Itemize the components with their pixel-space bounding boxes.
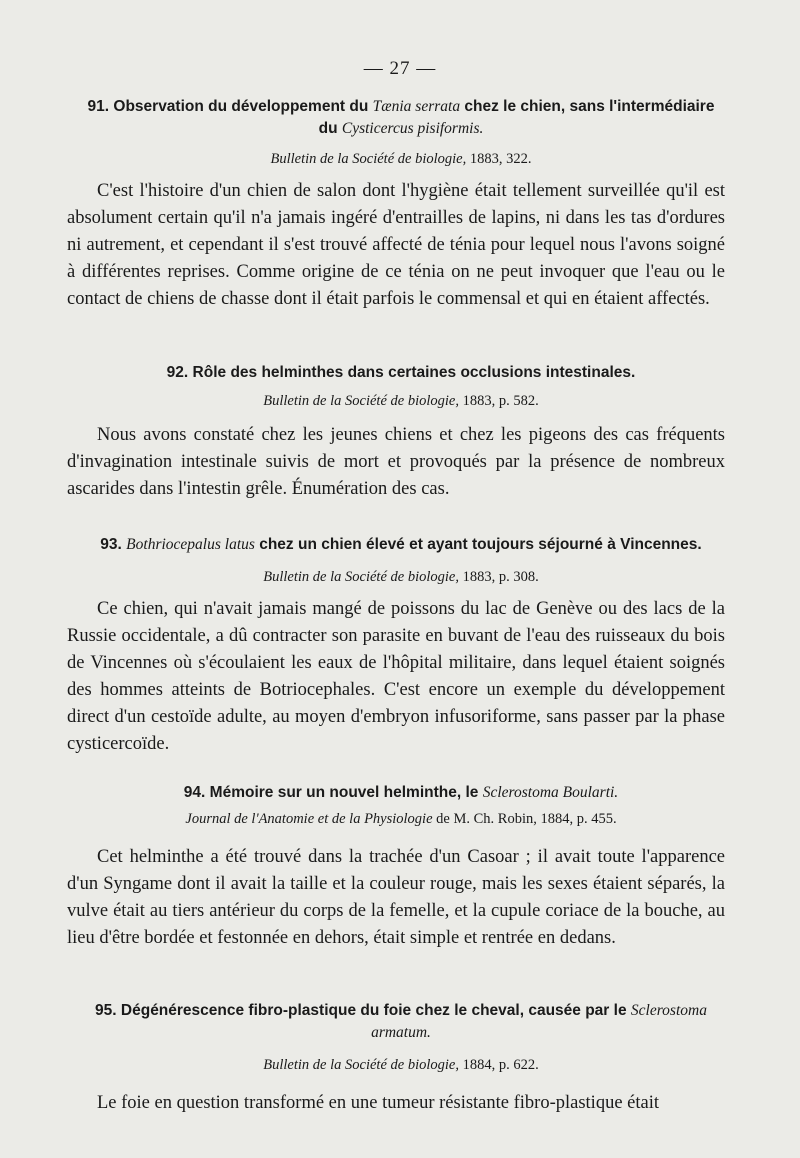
entry-title-cont: chez le chien, sans l'intermédiaire du — [318, 98, 715, 137]
entry-number: 92. — [166, 364, 189, 381]
entry-92-text — [67, 422, 725, 503]
entry-number: 91. — [87, 98, 110, 115]
entry-95-text — [67, 1090, 725, 1117]
entry-93-heading — [76, 534, 726, 556]
entry-92-citation — [76, 392, 726, 410]
entry-number: 95. — [95, 1002, 117, 1019]
citation-journal: Journal de l'Anatomie et de la Physiologie — [185, 811, 433, 827]
paragraph: C'est l'histoire d'un chien de salon dont l'hygiène était tellement surveillée qu'il est absolument certain qu'il n'a jamais ingéré d'entrailles de lapins, ni dans les tas d'ordures ni autrement, et cependant il s'est trouvé affecté de ténia pour lequel nous l'avons soigné à différentes reprises. Comme origine de ce ténia on ne peut invoquer que l'eau ou le contact de chiens de chasse dont il était parfois le commensal et qui en étaient affectés. — [67, 181, 725, 309]
paragraph: Le foie en question transformé en une tumeur résistante fibro-plastique était — [97, 1093, 660, 1113]
paragraph: Cet helminthe a été trouvé dans la trachée d'un Casoar ; il avait toute l'apparence d'un Syngame dont il avait la taille et la couleur rouge, mais les sexes étaient séparés, la vulve était au tiers antérieur du corps de la femelle, et la cupule coriace de la bouche, au lieu d'être bordée et festonnée en dehors, était simple et rentrée en dedans. — [67, 847, 725, 948]
entry-title: Dégénérescence fibro-plastique du foie chez le cheval, causée par le — [120, 1002, 627, 1019]
entry-92-heading — [76, 362, 726, 384]
entry-94-text — [67, 844, 725, 952]
entry-title-species: Sclerostoma Boularti. — [482, 784, 619, 801]
paragraph: Ce chien, qui n'avait jamais mangé de poissons du lac de Genève ou des lacs de la Russie occidentale, a dû contracter son parasite en buvant de l'eau des ruisseaux du bois de Vincennes où s'écoulaient les eaux de l'hôpital militaire, dans lequel étaient soignés des hommes atteints de Botriocephales. C'est encore un exemple du développement direct d'un cestoïde adulte, au moyen d'embryon infusoriforme, sans passer par la phase cysticercoïde. — [67, 599, 725, 754]
citation-journal: Bulletin de la Société de biologie, — [263, 1057, 459, 1073]
citation-ref: 1883, p. 308. — [462, 569, 539, 585]
entry-title-species: Sclerostoma armatum. — [371, 1002, 707, 1041]
entry-91-heading — [76, 96, 726, 140]
entry-94-heading — [76, 782, 726, 804]
citation-ref: de M. Ch. Robin, 1884, p. 455. — [436, 811, 617, 827]
citation-journal: Bulletin de la Société de biologie, — [263, 569, 459, 585]
entry-number: 94. — [183, 784, 206, 801]
entry-title-species: Tænia serrata — [372, 98, 461, 115]
entry-title-species: Bothriocepalus latus — [126, 536, 255, 553]
entry-91-text — [67, 178, 725, 313]
entry-93-text — [67, 596, 725, 758]
entry-95-citation — [76, 1056, 726, 1074]
entry-93-citation — [76, 568, 726, 586]
entry-title: Observation du développement du — [113, 98, 369, 115]
entry-title: Rôle des helminthes dans certaines occlusions intestinales. — [192, 364, 636, 381]
entry-91-citation — [76, 150, 726, 168]
page-number: — 27 — — [363, 58, 437, 79]
entry-94-citation — [76, 810, 726, 828]
entry-95-heading — [76, 1000, 726, 1044]
citation-ref: 1884, p. 622. — [462, 1057, 539, 1073]
entry-title-species-2: Cysticercus pisiformis. — [341, 120, 484, 137]
entry-title: Mémoire sur un nouvel helminthe, le — [209, 784, 479, 801]
entry-title-cont: chez un chien élevé et ayant toujours séjourné à Vincennes. — [259, 536, 702, 553]
citation-ref: 1883, 322. — [469, 151, 532, 167]
citation-ref: 1883, p. 582. — [462, 393, 539, 409]
citation-journal: Bulletin de la Société de biologie, — [263, 393, 459, 409]
citation-journal: Bulletin de la Société de biologie, — [270, 151, 467, 167]
paragraph: Nous avons constaté chez les jeunes chiens et chez les pigeons des cas fréquents d'invagination intestinale suivis de mort et provoqués par la présence de nombreux ascarides dans l'intestin grêle. Énumération des cas. — [67, 425, 725, 499]
entry-number: 93. — [100, 536, 122, 553]
